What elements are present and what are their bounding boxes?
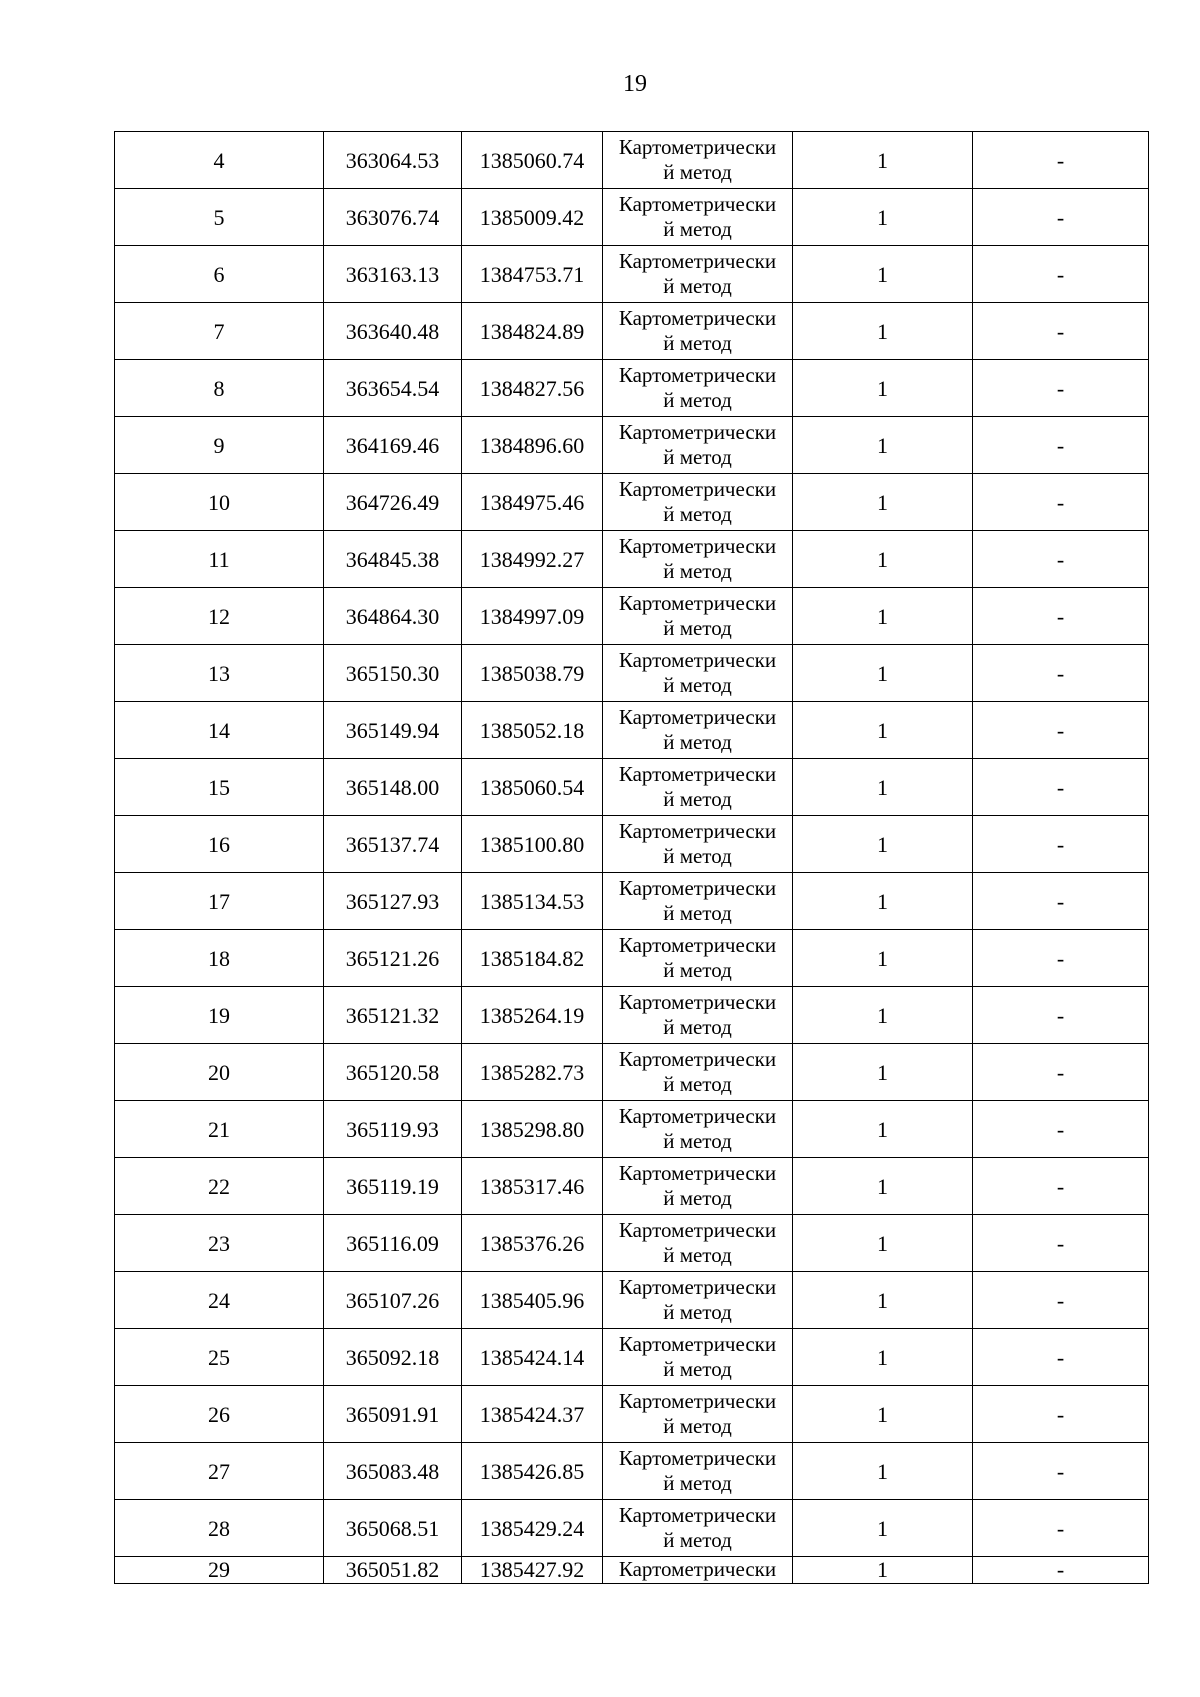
- description-cell: -: [973, 1443, 1149, 1500]
- point-number-cell: 17: [115, 873, 324, 930]
- method-cell: [603, 303, 793, 360]
- method-cell: [603, 189, 793, 246]
- method-cell: [603, 417, 793, 474]
- x-coordinate-cell: 365121.32: [324, 987, 462, 1044]
- method-text-line-1: Картометрически: [618, 534, 777, 558]
- table-row: [115, 816, 1149, 873]
- method-cell: [603, 1443, 793, 1500]
- description-cell: -: [973, 531, 1149, 588]
- x-coordinate-cell: 363064.53: [324, 132, 462, 189]
- y-coordinate-cell: 1385424.14: [462, 1329, 603, 1386]
- method-text-line-2: й метод: [663, 958, 732, 982]
- table-row: [115, 1101, 1149, 1158]
- accuracy-cell: 1: [793, 1443, 973, 1500]
- method-text-line-1: Картометрически: [618, 363, 777, 387]
- y-coordinate-cell: 1385405.96: [462, 1272, 603, 1329]
- description-cell: -: [973, 759, 1149, 816]
- accuracy-cell: 1: [793, 1557, 973, 1584]
- method-cell: [603, 1101, 793, 1158]
- y-coordinate-cell: 1385282.73: [462, 1044, 603, 1101]
- point-number-cell: 20: [115, 1044, 324, 1101]
- method-text-line-2: й метод: [663, 331, 732, 355]
- method-cell: [603, 531, 793, 588]
- accuracy-cell: 1: [793, 759, 973, 816]
- accuracy-cell: 1: [793, 1158, 973, 1215]
- description-cell: -: [973, 1500, 1149, 1557]
- method-text-line-2: й метод: [663, 1300, 732, 1324]
- table-row: [115, 759, 1149, 816]
- table-row: [115, 1443, 1149, 1500]
- x-coordinate-cell: 365149.94: [324, 702, 462, 759]
- point-number-cell: 21: [115, 1101, 324, 1158]
- accuracy-cell: 1: [793, 702, 973, 759]
- method-cell: [603, 702, 793, 759]
- x-coordinate-cell: 364845.38: [324, 531, 462, 588]
- x-coordinate-cell: 365127.93: [324, 873, 462, 930]
- method-text-line-2: й метод: [663, 1072, 732, 1096]
- point-number-cell: 6: [115, 246, 324, 303]
- accuracy-cell: 1: [793, 1386, 973, 1443]
- description-cell: -: [973, 588, 1149, 645]
- y-coordinate-cell: 1385429.24: [462, 1500, 603, 1557]
- method-cell: [603, 873, 793, 930]
- accuracy-cell: 1: [793, 1215, 973, 1272]
- y-coordinate-cell: 1384992.27: [462, 531, 603, 588]
- y-coordinate-cell: 1385038.79: [462, 645, 603, 702]
- table-row: [115, 987, 1149, 1044]
- accuracy-cell: 1: [793, 189, 973, 246]
- description-cell: -: [973, 873, 1149, 930]
- point-number-cell: 22: [115, 1158, 324, 1215]
- description-cell: -: [973, 987, 1149, 1044]
- table-row: [115, 702, 1149, 759]
- method-text-line-2: й метод: [663, 1357, 732, 1381]
- x-coordinate-cell: 365148.00: [324, 759, 462, 816]
- x-coordinate-cell: 365119.19: [324, 1158, 462, 1215]
- description-cell: -: [973, 303, 1149, 360]
- x-coordinate-cell: 365091.91: [324, 1386, 462, 1443]
- table-row: [115, 1272, 1149, 1329]
- point-number-cell: 24: [115, 1272, 324, 1329]
- method-text-line-2: й метод: [663, 502, 732, 526]
- y-coordinate-cell: 1385426.85: [462, 1443, 603, 1500]
- x-coordinate-cell: 365068.51: [324, 1500, 462, 1557]
- table-row: [115, 303, 1149, 360]
- method-text-line-1: Картометрически: [618, 1104, 777, 1128]
- method-text-line-2: й метод: [663, 217, 732, 241]
- accuracy-cell: 1: [793, 588, 973, 645]
- method-text-line-1: Картометрически: [618, 1503, 777, 1527]
- method-text-line-1: Картометрически: [618, 135, 777, 159]
- point-number-cell: 8: [115, 360, 324, 417]
- method-cell: [603, 1386, 793, 1443]
- method-text-line-1: Картометрически: [618, 876, 777, 900]
- y-coordinate-cell: 1385060.54: [462, 759, 603, 816]
- coordinates-table: [114, 131, 1149, 1584]
- method-cell: [603, 360, 793, 417]
- description-cell: -: [973, 1386, 1149, 1443]
- method-text-line-1: Картометрически: [618, 420, 777, 444]
- y-coordinate-cell: 1385376.26: [462, 1215, 603, 1272]
- accuracy-cell: 1: [793, 360, 973, 417]
- y-coordinate-cell: 1385317.46: [462, 1158, 603, 1215]
- x-coordinate-cell: 365121.26: [324, 930, 462, 987]
- point-number-cell: 12: [115, 588, 324, 645]
- point-number-cell: 28: [115, 1500, 324, 1557]
- method-text-line-2: й метод: [663, 673, 732, 697]
- point-number-cell: 7: [115, 303, 324, 360]
- method-text-line-1: Картометрически: [618, 1332, 777, 1356]
- method-text-line-1: Картометрически: [618, 819, 777, 843]
- point-number-cell: 19: [115, 987, 324, 1044]
- table-row: [115, 645, 1149, 702]
- description-cell: -: [973, 1215, 1149, 1272]
- method-cell: [603, 132, 793, 189]
- method-text-line-1: Картометрически: [618, 306, 777, 330]
- description-cell: -: [973, 417, 1149, 474]
- method-text-line-2: й метод: [663, 160, 732, 184]
- description-cell: -: [973, 645, 1149, 702]
- point-number-cell: 16: [115, 816, 324, 873]
- accuracy-cell: 1: [793, 1044, 973, 1101]
- table-row: [115, 930, 1149, 987]
- x-coordinate-cell: 365120.58: [324, 1044, 462, 1101]
- x-coordinate-cell: 363654.54: [324, 360, 462, 417]
- x-coordinate-cell: 365137.74: [324, 816, 462, 873]
- method-text-line-2: й метод: [663, 274, 732, 298]
- y-coordinate-cell: 1385052.18: [462, 702, 603, 759]
- description-cell: -: [973, 930, 1149, 987]
- accuracy-cell: 1: [793, 246, 973, 303]
- y-coordinate-cell: 1385134.53: [462, 873, 603, 930]
- method-cell: [603, 816, 793, 873]
- accuracy-cell: 1: [793, 1329, 973, 1386]
- method-text-line-2: й метод: [663, 559, 732, 583]
- y-coordinate-cell: 1385100.80: [462, 816, 603, 873]
- method-text-line-1: Картометрически: [618, 1047, 777, 1071]
- y-coordinate-cell: 1384827.56: [462, 360, 603, 417]
- x-coordinate-cell: 365051.82: [324, 1557, 462, 1584]
- y-coordinate-cell: 1385009.42: [462, 189, 603, 246]
- method-cell: [603, 1329, 793, 1386]
- accuracy-cell: 1: [793, 1500, 973, 1557]
- point-number-cell: 14: [115, 702, 324, 759]
- y-coordinate-cell: 1385298.80: [462, 1101, 603, 1158]
- description-cell: -: [973, 246, 1149, 303]
- method-text-line-2: й метод: [663, 844, 732, 868]
- method-text-line-2: й метод: [663, 787, 732, 811]
- point-number-cell: 27: [115, 1443, 324, 1500]
- table-row: [115, 531, 1149, 588]
- x-coordinate-cell: 365119.93: [324, 1101, 462, 1158]
- description-cell: -: [973, 1158, 1149, 1215]
- table-row: [115, 1386, 1149, 1443]
- method-text-line-2: й метод: [663, 1528, 732, 1552]
- y-coordinate-cell: 1384824.89: [462, 303, 603, 360]
- x-coordinate-cell: 365092.18: [324, 1329, 462, 1386]
- method-text-line-1: Картометрически: [618, 933, 777, 957]
- method-text-line-2: й метод: [663, 1186, 732, 1210]
- method-text-line-1: Картометрически: [618, 1446, 777, 1470]
- x-coordinate-cell: 364864.30: [324, 588, 462, 645]
- accuracy-cell: 1: [793, 930, 973, 987]
- point-number-cell: 23: [115, 1215, 324, 1272]
- method-text-line-1: Картометрически: [618, 1389, 777, 1413]
- method-text-line-1: Картометрически: [618, 477, 777, 501]
- table-row: [115, 1215, 1149, 1272]
- accuracy-cell: 1: [793, 645, 973, 702]
- method-cell: [603, 930, 793, 987]
- point-number-cell: 4: [115, 132, 324, 189]
- method-text-line-2: й метод: [663, 730, 732, 754]
- y-coordinate-cell: 1385264.19: [462, 987, 603, 1044]
- accuracy-cell: 1: [793, 987, 973, 1044]
- point-number-cell: 10: [115, 474, 324, 531]
- method-text-line-2: й метод: [663, 1471, 732, 1495]
- description-cell: -: [973, 1101, 1149, 1158]
- method-text-line-1: Картометрически: [618, 249, 777, 273]
- table-row: [115, 873, 1149, 930]
- method-text-line-1: Картометрически: [618, 192, 777, 216]
- method-text-line-2: й метод: [663, 901, 732, 925]
- x-coordinate-cell: 363163.13: [324, 246, 462, 303]
- y-coordinate-cell: 1384975.46: [462, 474, 603, 531]
- y-coordinate-cell: 1385184.82: [462, 930, 603, 987]
- point-number-cell: 9: [115, 417, 324, 474]
- method-text-line-1: Картометрически: [618, 1218, 777, 1242]
- accuracy-cell: 1: [793, 417, 973, 474]
- y-coordinate-cell: 1385427.92: [462, 1557, 603, 1584]
- table-row: [115, 474, 1149, 531]
- x-coordinate-cell: 365116.09: [324, 1215, 462, 1272]
- method-cell: [603, 474, 793, 531]
- method-text-line-2: й метод: [663, 1129, 732, 1153]
- point-number-cell: 13: [115, 645, 324, 702]
- method-cell: [603, 987, 793, 1044]
- description-cell: -: [973, 1557, 1149, 1584]
- method-text-line-2: й метод: [663, 616, 732, 640]
- x-coordinate-cell: 363640.48: [324, 303, 462, 360]
- description-cell: -: [973, 702, 1149, 759]
- method-text-line-2: й метод: [663, 1243, 732, 1267]
- method-cell: [603, 588, 793, 645]
- method-cell: [603, 1044, 793, 1101]
- method-text-line-1: Картометрически: [618, 990, 777, 1014]
- table-row: [115, 1044, 1149, 1101]
- point-number-cell: 29: [115, 1557, 324, 1584]
- method-text-line-2: й метод: [663, 388, 732, 412]
- accuracy-cell: 1: [793, 132, 973, 189]
- x-coordinate-cell: 363076.74: [324, 189, 462, 246]
- x-coordinate-cell: 365150.30: [324, 645, 462, 702]
- page-number: 19: [623, 71, 647, 97]
- point-number-cell: 11: [115, 531, 324, 588]
- table-row: [115, 1557, 1149, 1584]
- accuracy-cell: 1: [793, 303, 973, 360]
- x-coordinate-cell: 365107.26: [324, 1272, 462, 1329]
- description-cell: -: [973, 1272, 1149, 1329]
- description-cell: -: [973, 360, 1149, 417]
- x-coordinate-cell: 364169.46: [324, 417, 462, 474]
- method-text-line-1: Картометрически: [618, 1161, 777, 1185]
- method-cell: [603, 759, 793, 816]
- method-cell: [603, 1500, 793, 1557]
- method-text-line-2: й метод: [663, 445, 732, 469]
- table-row: [115, 132, 1149, 189]
- table-row: [115, 1158, 1149, 1215]
- table-row: [115, 1500, 1149, 1557]
- x-coordinate-cell: 365083.48: [324, 1443, 462, 1500]
- method-cell: [603, 1158, 793, 1215]
- point-number-cell: 5: [115, 189, 324, 246]
- description-cell: -: [973, 474, 1149, 531]
- table-row: [115, 246, 1149, 303]
- table-row: [115, 360, 1149, 417]
- method-text-line-2: й метод: [663, 1414, 732, 1438]
- method-text-line-1: Картометрически: [618, 591, 777, 615]
- method-text-line-2: й метод: [663, 1015, 732, 1039]
- point-number-cell: 25: [115, 1329, 324, 1386]
- method-cell: Картометрически: [603, 1557, 793, 1584]
- description-cell: -: [973, 132, 1149, 189]
- table-row: [115, 417, 1149, 474]
- table-row: [115, 189, 1149, 246]
- method-text-line-1: Картометрически: [618, 762, 777, 786]
- method-cell: [603, 246, 793, 303]
- method-text-line-1: Картометрически: [618, 705, 777, 729]
- y-coordinate-cell: 1384753.71: [462, 246, 603, 303]
- method-cell: [603, 1272, 793, 1329]
- accuracy-cell: 1: [793, 531, 973, 588]
- y-coordinate-cell: 1384997.09: [462, 588, 603, 645]
- y-coordinate-cell: 1385060.74: [462, 132, 603, 189]
- x-coordinate-cell: 364726.49: [324, 474, 462, 531]
- accuracy-cell: 1: [793, 1101, 973, 1158]
- accuracy-cell: 1: [793, 873, 973, 930]
- method-text-line-1: Картометрически: [618, 648, 777, 672]
- description-cell: -: [973, 816, 1149, 873]
- accuracy-cell: 1: [793, 816, 973, 873]
- description-cell: -: [973, 1044, 1149, 1101]
- point-number-cell: 18: [115, 930, 324, 987]
- method-text-line-1: Картометрически: [618, 1275, 777, 1299]
- description-cell: -: [973, 1329, 1149, 1386]
- method-cell: [603, 645, 793, 702]
- description-cell: -: [973, 189, 1149, 246]
- method-cell: [603, 1215, 793, 1272]
- accuracy-cell: 1: [793, 1272, 973, 1329]
- point-number-cell: 26: [115, 1386, 324, 1443]
- table-body: [115, 132, 1149, 1584]
- accuracy-cell: 1: [793, 474, 973, 531]
- table-row: [115, 588, 1149, 645]
- point-number-cell: 15: [115, 759, 324, 816]
- table-row: [115, 1329, 1149, 1386]
- y-coordinate-cell: 1384896.60: [462, 417, 603, 474]
- y-coordinate-cell: 1385424.37: [462, 1386, 603, 1443]
